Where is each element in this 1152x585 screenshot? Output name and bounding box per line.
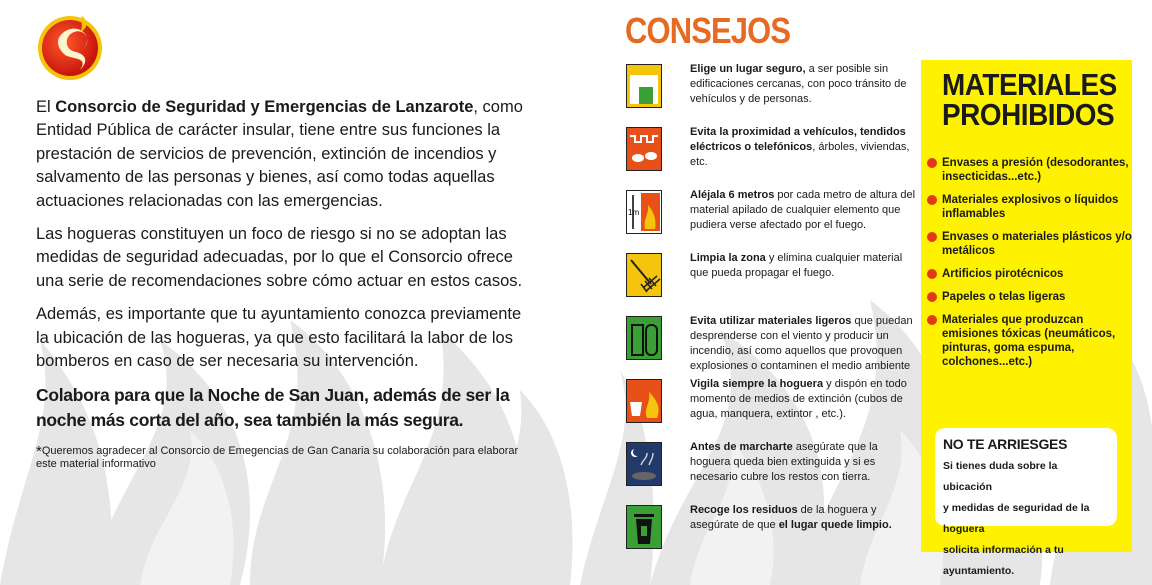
tip-item bbox=[626, 377, 916, 440]
safe-place-icon bbox=[626, 64, 662, 108]
flame-bullet-icon bbox=[927, 269, 937, 279]
tip-text: Vigila siempre la hoguera y dispón en todo momento de medios de extinción (cubos de agua, manquera, extintor , etc.). bbox=[690, 378, 907, 420]
flame-bullet-icon bbox=[927, 195, 937, 205]
trash-can-icon bbox=[626, 505, 662, 549]
list-item: Papeles o telas ligeras bbox=[927, 290, 1132, 304]
warning-line: Si tienes duda sobre la ubicación bbox=[943, 460, 1058, 493]
intro-column bbox=[36, 96, 526, 471]
intro-paragraph-1: El Consorcio de Seguridad y Emergencias de Lanzarote, como Entidad Pública de carácter insular, tiene entre sus funciones la prestación de servicios de prevención, extinción de incendios y salvamento de las personas y bienes, así como todas aquellas actuaciones relacionadas con las emergencias. bbox=[36, 98, 523, 210]
list-item: Envases o materiales plásticos y/o metálicos bbox=[927, 230, 1132, 258]
footnote: *Queremos agradecer al Consorcio de Emegencias de Gan Canaria su colaboración para elaborar este material informativo bbox=[36, 443, 519, 471]
warning-line: y medidas de seguridad de la hoguera bbox=[943, 502, 1090, 535]
no-te-arriesges-box bbox=[935, 428, 1117, 577]
consejos-list bbox=[626, 62, 916, 566]
flame-bullet-icon bbox=[927, 292, 937, 302]
tip-item bbox=[626, 314, 916, 377]
tip-text: Elige un lugar seguro, a ser posible sin edificaciones cercanas, con poco tránsito de vehículos y de personas. bbox=[690, 63, 907, 105]
tip-text: Limpia la zona y elimina cualquier material que pueda propagar el fuego. bbox=[690, 252, 903, 279]
tip-item bbox=[626, 188, 916, 251]
warning-title: NO TE ARRIESGES bbox=[943, 436, 1068, 452]
list-item: Artificios pirotécnicos bbox=[927, 267, 1132, 281]
bucket-fire-icon bbox=[626, 379, 662, 423]
tip-text: Antes de marcharte asegúrate que la hoguera queda bien extinguida y si es necesario cubre los restos con tierra. bbox=[690, 441, 878, 483]
materiales-list bbox=[927, 156, 1132, 369]
consejos-title: CONSEJOS bbox=[625, 10, 791, 51]
flame-bullet-icon bbox=[927, 158, 937, 168]
tip-item bbox=[626, 503, 916, 566]
materiales-title: MATERIALES PROHIBIDOS bbox=[942, 67, 1117, 132]
light-materials-icon bbox=[626, 316, 662, 360]
consorcio-logo bbox=[34, 10, 106, 82]
tip-text: Evita la proximidad a vehículos, tendidos eléctricos o telefónicos, árboles, viviendas, etc. bbox=[690, 126, 910, 168]
tip-text: Aléjala 6 metros por cada metro de altura del material apilado de cualquier elemento que pudiera verse afectado por el fuego. bbox=[690, 189, 916, 231]
vehicles-cables-icon bbox=[626, 127, 662, 171]
tip-text: Recoge los residuos de la hoguera y asegúrate de que el lugar quede limpio. bbox=[690, 504, 892, 531]
closing-statement: Colabora para que la Noche de San Juan, además de ser la noche más corta del año, sea también la más segura. bbox=[36, 385, 510, 431]
distance-fire-icon bbox=[626, 190, 662, 234]
tip-item bbox=[626, 251, 916, 314]
intro-paragraph-3: Además, es importante que tu ayuntamiento conozca previamente la ubicación de las hogueras, ya que esto facilitará la labor de los bomberos en caso de ser necesaria su intervención. bbox=[36, 305, 522, 371]
warning-line: solicita información a tu ayuntamiento. bbox=[943, 544, 1064, 577]
flame-bullet-icon bbox=[927, 232, 937, 242]
intro-paragraph-2: Las hogueras constituyen un foco de riesgo si no se adoptan las medidas de seguridad adecuadas, por lo que el Consorcio ofrece una serie de recomendaciones sobre cómo actuar en estos casos. bbox=[36, 225, 523, 290]
list-item: Materiales que produzcan emisiones tóxicas (neumáticos, pinturas, goma espuma, colchones...etc.) bbox=[927, 313, 1132, 369]
tip-item bbox=[626, 125, 916, 188]
tip-item bbox=[626, 62, 916, 125]
consorcio-name: Consorcio de Seguridad y Emergencias de Lanzarote bbox=[55, 98, 474, 116]
tip-item bbox=[626, 440, 916, 503]
list-item: Materiales explosivos o líquidos inflamables bbox=[927, 193, 1132, 221]
night-embers-icon bbox=[626, 442, 662, 486]
list-item: Envases a presión (desodorantes, insecticidas...etc.) bbox=[927, 156, 1132, 184]
svg-text:1m: 1m bbox=[628, 208, 640, 217]
tip-text: Evita utilizar materiales ligeros que puedan desprenderse con el viento y producir un incendio, así como aquellos que provoquen explosiones o contaminen el medio ambiente bbox=[690, 315, 913, 372]
rake-icon bbox=[626, 253, 662, 297]
flame-bullet-icon bbox=[927, 315, 937, 325]
